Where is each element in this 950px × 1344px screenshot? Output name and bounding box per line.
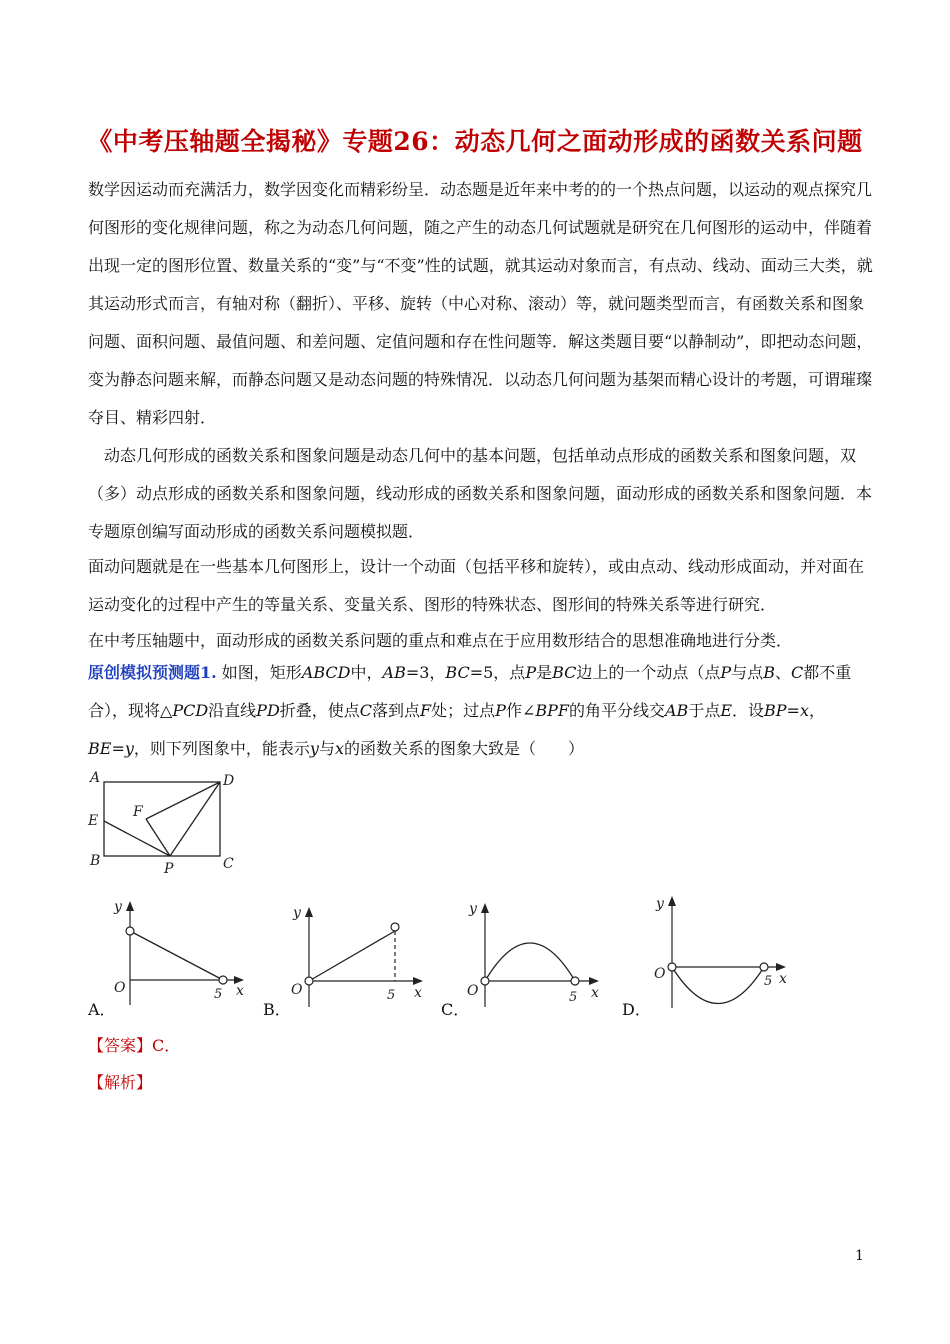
problem-label: 原创模拟预测题1. xyxy=(88,663,217,682)
x-label: x xyxy=(591,985,599,1001)
graph-option-a xyxy=(108,895,258,1010)
tick-5: 5 xyxy=(764,974,773,989)
origin-label: O xyxy=(114,980,126,996)
label-F: F xyxy=(133,804,143,820)
label-E: E xyxy=(88,813,99,829)
label-P: P xyxy=(164,861,174,877)
tick-5: 5 xyxy=(569,990,578,1005)
x-label: x xyxy=(779,971,787,987)
graph-option-c xyxy=(465,895,615,1010)
page-title: 《中考压轴题全揭秘》专题26：动态几何之面动形成的函数关系问题 xyxy=(87,127,863,156)
origin-label: O xyxy=(654,966,666,982)
intro-paragraph-1: 数学因运动而充满活力，数学因变化而精彩纷呈．动态题是近年来中考的的一个热点问题，以运动的观点探究几何图形的变化规律问题，称之为动态几何问题，随之产生的动态几何试题就是研究在几何图形的运动中，伴随着出现一定的图形位置、数量关系的“变”与“不变”性的试题，就其运动对象而言，有点动、线动、面动三大类，就其运动形式而言，有轴对称（翻折）、平移、旋转（中心对称、滚动）等，就问题类型而言，有函数关系和图象问题、面积问题、最值问题、和差问题、定值问题和存在性问题等．解这类题目要“以静制动”，即把动态问题，变为静态问题来解，而静态问题又是动态问题的特殊情况．以动态几何问题为基架而精心设计的考题，可谓璀璨夺目、精彩四射． xyxy=(88,180,873,427)
x-label: x xyxy=(414,985,422,1001)
option-a-label: A． xyxy=(88,1000,116,1019)
origin-label: O xyxy=(291,982,303,998)
label-D: D xyxy=(223,773,235,789)
label-A: A xyxy=(90,770,101,786)
origin-label: O xyxy=(467,983,479,999)
tick-5: 5 xyxy=(214,987,223,1002)
answer-line: 【答案】C． xyxy=(88,1036,181,1055)
y-label: y xyxy=(469,901,477,917)
intro-paragraph-3: 面动问题就是在一些基本几何图形上，设计一个动面（包括平移和旋转），或由点动、线动形成面动，并对面在运动变化的过程中产生的等量关系、变量关系、图形的特殊状态、图形间的特殊关系等进行研究． xyxy=(88,557,865,614)
y-label: y xyxy=(114,899,122,915)
graph-option-d xyxy=(652,890,802,1010)
label-B: B xyxy=(90,853,101,869)
y-label: y xyxy=(656,896,664,912)
option-d-label: D． xyxy=(622,1000,651,1019)
graph-option-b xyxy=(287,895,437,1010)
page-number: 1 xyxy=(855,1248,864,1264)
rectangle-figure xyxy=(86,765,246,880)
intro-paragraph-2: 动态几何形成的函数关系和图象问题是动态几何中的基本问题，包括单动点形成的函数关系和图象问题，双（多）动点形成的函数关系和图象问题，线动形成的函数关系和图象问题，面动形成的函数关系和图象问题．本专题原创编写面动形成的函数关系问题模拟题． xyxy=(88,446,873,541)
y-label: y xyxy=(293,905,301,921)
label-C: C xyxy=(223,856,234,872)
problem-statement: 原创模拟预测题1. 如图，矩形ABCD中，AB=3，BC=5，点P是BC边上的一个动点（点P与点B、C都不重合），现将△PCD沿直线PD折叠，使点C落到点F处；过点P作∠BPF的角平分线交AB于点E．设BP=x，BE=y，则下列图象中，能表示y与x的函数关系的图象大致是（ ） xyxy=(88,663,852,758)
option-b-label: B． xyxy=(263,1000,291,1019)
tick-5: 5 xyxy=(387,988,396,1003)
intro-paragraph-4: 在中考压轴题中，面动形成的函数关系问题的重点和难点在于应用数形结合的思想准确地进行分类． xyxy=(88,631,793,650)
x-label: x xyxy=(236,983,244,999)
option-c-label: C． xyxy=(441,1000,470,1019)
analysis-heading: 【解析】 xyxy=(88,1073,153,1092)
